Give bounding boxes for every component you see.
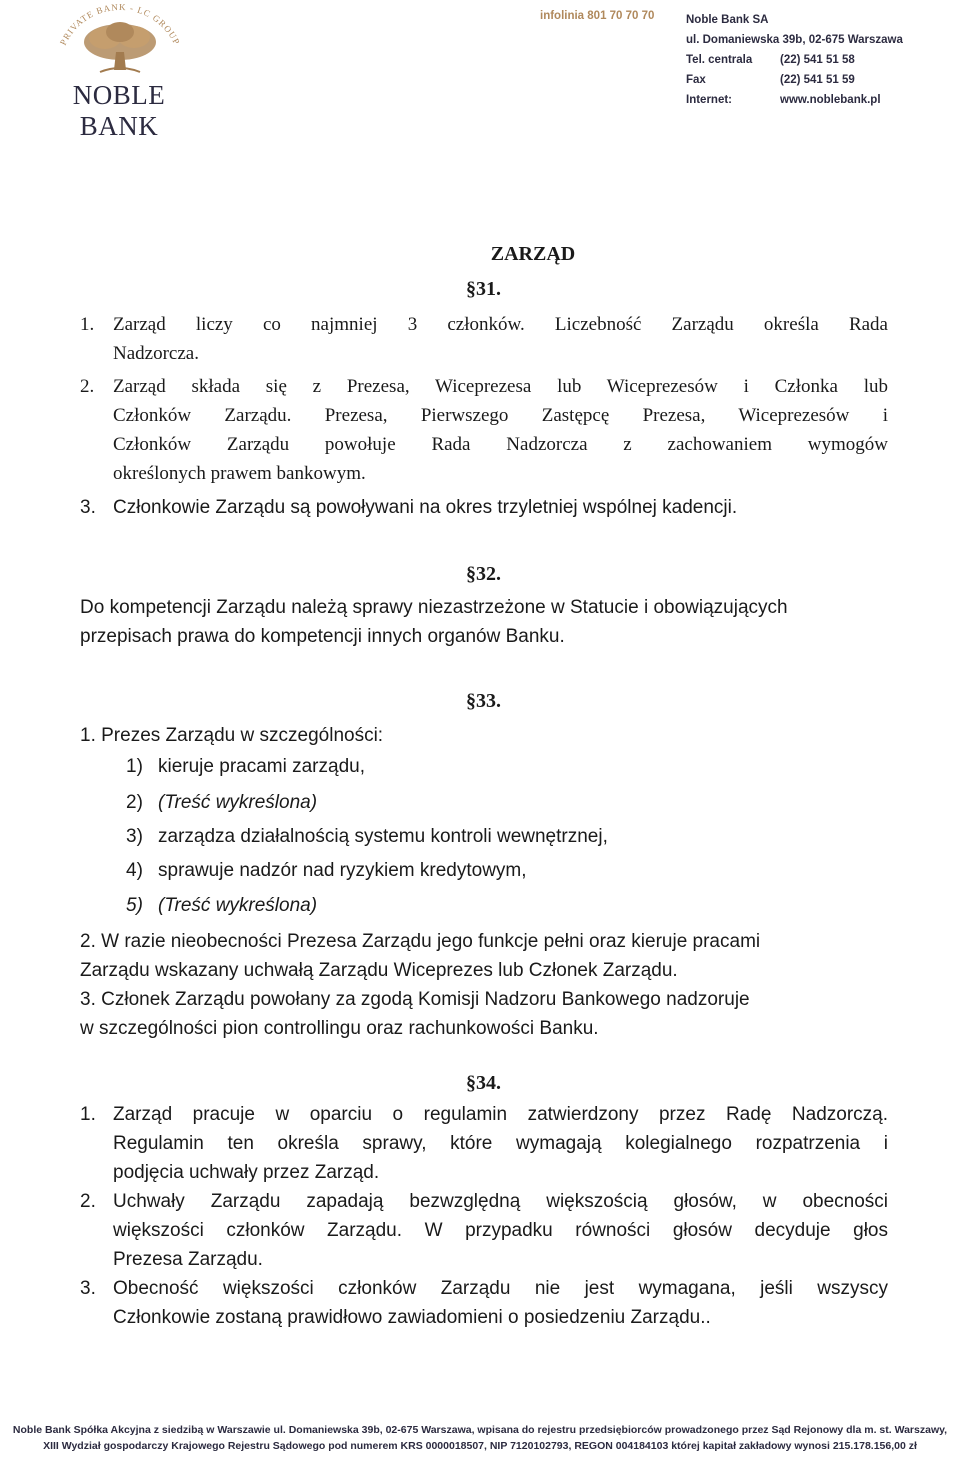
s33-sub-5: 5) (Treść wykreślona) [126, 895, 318, 916]
fax-value: (22) 541 51 59 [780, 74, 855, 86]
noble-bank-logo [30, 0, 210, 141]
infolinia-text: infolinia 801 70 70 70 [540, 10, 655, 22]
contact-block [686, 10, 903, 110]
logo-arc-text: PRIVATE BANK - LC GROUP [57, 1, 183, 47]
s33-point-1: 1. Prezes Zarządu w szczególności: [80, 725, 384, 746]
footer-line-1: Noble Bank Spółka Akcyjna z siedzibą w Warszawie ul. Domaniewska 39b, 02-675 Warszawa, wpisana do rejestru przedsiębiorców prowadzonego przez Sąd Rejonowy dla m. st. Warszawy, [12, 1424, 948, 1436]
contact-row-phone [686, 50, 903, 70]
s33-point-2: 2. W razie nieobecności Prezesa Zarządu jego funkcje pełni oraz kieruje pracami Zarządu wskazany uchwałą Zarządu Wiceprezes lub Członek Zarządu. [80, 931, 761, 981]
logo-name: NOBLE BANK [72, 80, 166, 141]
company-name: Noble Bank SA [686, 14, 769, 26]
contact-row-internet [686, 90, 903, 110]
tree-logo-icon [30, 0, 210, 90]
section-31-heading: §31. [466, 278, 501, 300]
section-sign: § [466, 278, 476, 300]
internet-value: www.noblebank.pl [780, 94, 881, 106]
footer-line-2: XIII Wydział gospodarczy Krajowego Rejestru Sądowego pod numerem KRS 0000018507, NIP 7120102793, REGON 004184103 której kapitał zakładowy wynosi 215.178.156,00 zł [43, 1440, 917, 1452]
company-address: ul. Domaniewska 39b, 02-675 Warszawa [686, 34, 903, 46]
s33-sub-2: 2) (Treść wykreślona) [126, 792, 318, 813]
s33-sub-1: 1) kieruje pracami zarządu, [126, 756, 365, 777]
section-34-heading: §34. [466, 1072, 501, 1094]
internet-label: Internet: [686, 94, 732, 106]
fax-label: Fax [686, 74, 706, 86]
document-title: ZARZĄD [490, 243, 576, 265]
s33-sub-4: 4) sprawuje nadzór nad ryzykiem kredytowym, [126, 860, 527, 881]
section-33-heading: §33. [466, 690, 501, 712]
s33-sub-3: 3) zarządza działalnością systemu kontroli wewnętrznej, [126, 826, 608, 847]
section-32-heading: §32. [466, 563, 501, 585]
contact-row-fax [686, 70, 903, 90]
s33-point-3: 3. Członek Zarządu powołany za zgodą Komisji Nadzoru Bankowego nadzoruje w szczególności pion controllingu oraz rachunkowości Banku. [80, 989, 750, 1039]
phone-value: (22) 541 51 58 [780, 54, 855, 66]
s32-paragraph: Do kompetencji Zarządu należą sprawy niezastrzeżone w Statucie i obowiązujących przepisach prawa do kompetencji innych organów Banku. [80, 597, 788, 647]
phone-label: Tel. centrala [686, 54, 753, 66]
